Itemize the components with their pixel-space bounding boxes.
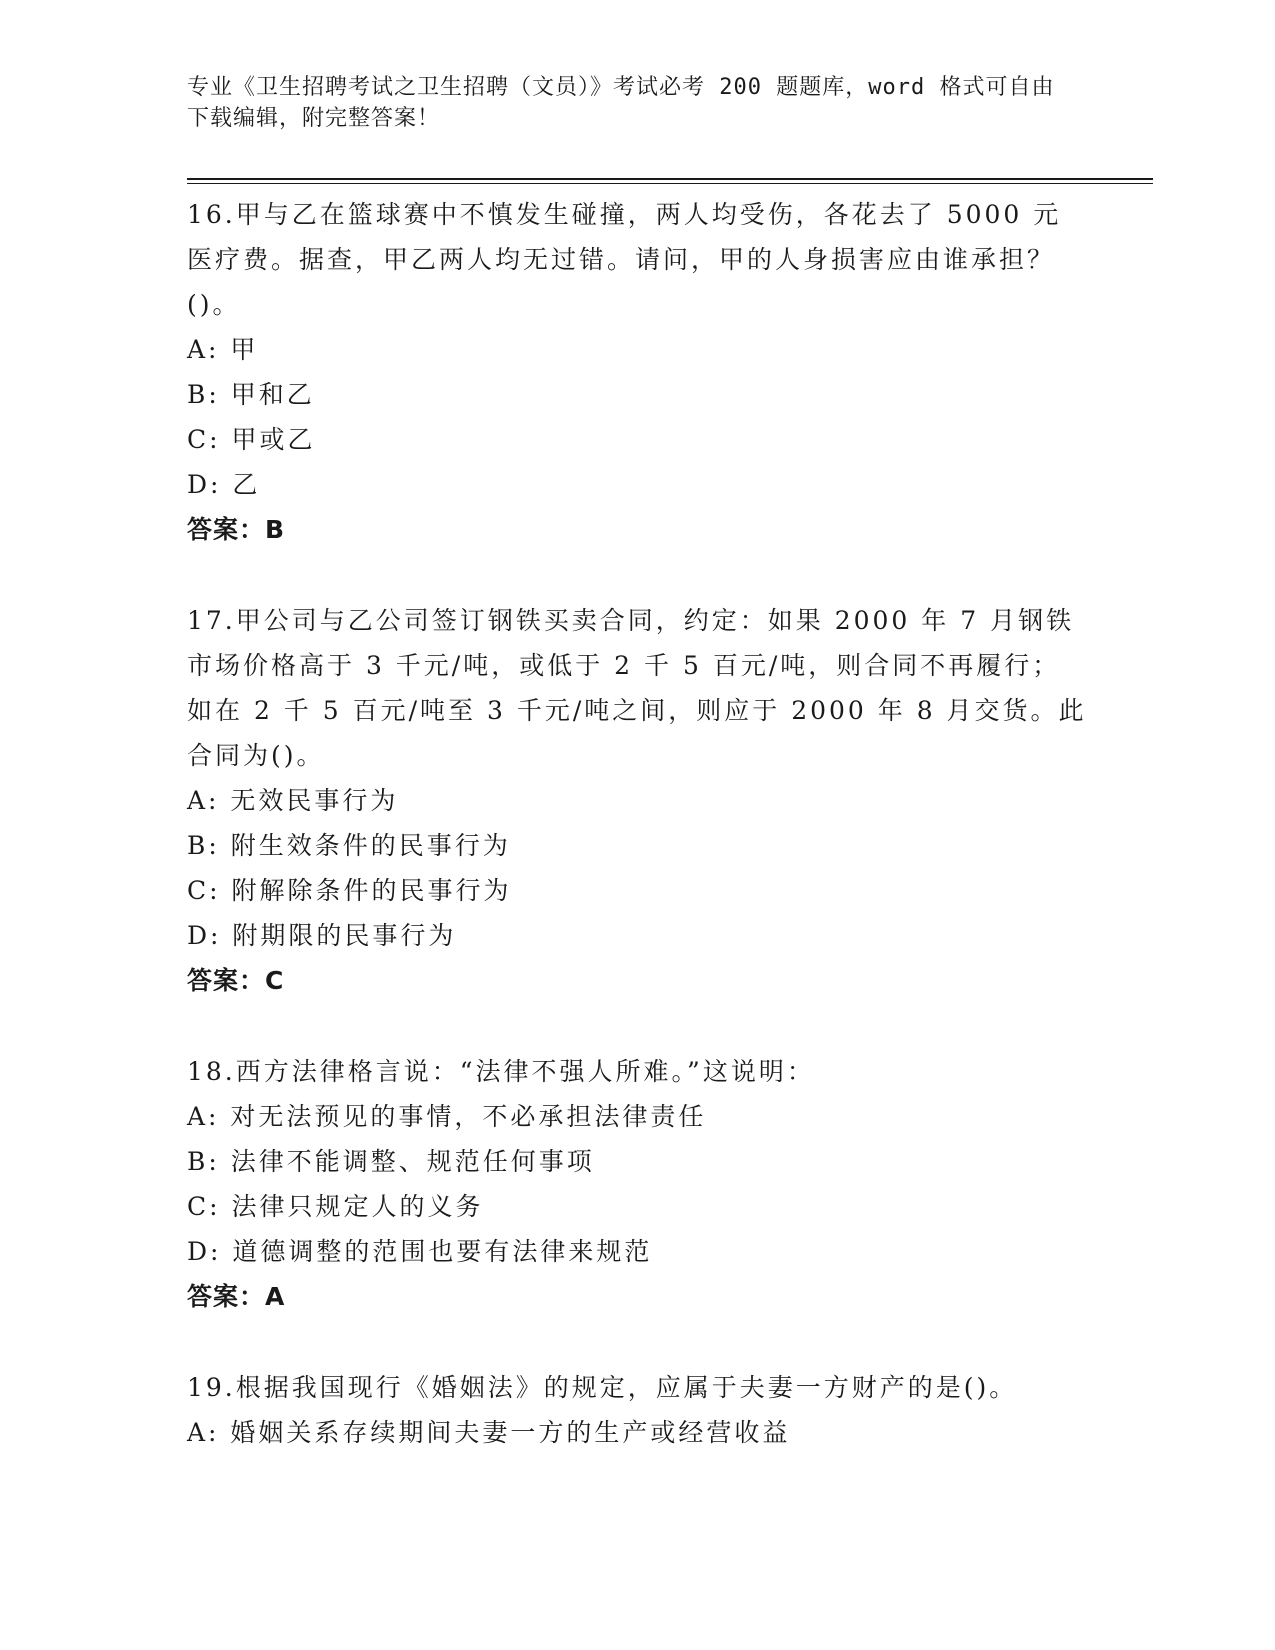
option-c: C: 甲或乙 [187,425,316,454]
option-b: B: 附生效条件的民事行为 [187,831,511,860]
question-text: 16.甲与乙在篮球赛中不慎发生碰撞，两人均受伤，各花去了 5000 元医疗费。据查，甲乙两人均无过错。请问，甲的人身损害应由谁承担？()。 [187,200,1062,319]
option-d: D: 附期限的民事行为 [187,921,457,950]
option-d: D: 乙 [187,470,261,499]
option-b: B: 甲和乙 [187,380,315,409]
header-rule-thin [187,183,1153,184]
option-c: C: 法律只规定人的义务 [187,1192,484,1221]
answer: 答案：A [187,1282,286,1311]
question-19 [187,1365,1087,1455]
answer: 答案：B [187,515,286,544]
question-18 [187,1049,1087,1320]
document-header: 专业《卫生招聘考试之卫生招聘（文员）》考试必考 200 题题库，word 格式可自由下载编辑，附完整答案！ [187,75,1055,131]
question-text: 18.西方法律格言说：“法律不强人所难。”这说明： [187,1057,815,1086]
option-b: B: 法律不能调整、规范任何事项 [187,1147,595,1176]
question-text: 17.甲公司与乙公司签订钢铁买卖合同，约定：如果 2000 年 7 月钢铁市场价格高于 3 千元/吨，或低于 2 千 5 百元/吨，则合同不再履行；如在 2 千 5 百元/吨至 3 千元/吨之间，则应于 2000 年 8 月交货。此合同为()。 [187,606,1087,770]
question-17 [187,598,1087,1004]
option-a: A: 对无法预见的事情，不必承担法律责任 [187,1102,707,1131]
option-a: A: 甲 [187,335,259,364]
question-text: 19.根据我国现行《婚姻法》的规定，应属于夫妻一方财产的是()。 [187,1373,1018,1402]
option-a: A: 无效民事行为 [187,786,399,815]
question-list [187,192,1087,1500]
option-d: D: 道德调整的范围也要有法律来规范 [187,1237,653,1266]
question-16 [187,192,1087,553]
option-a: A: 婚姻关系存续期间夫妻一方的生产或经营收益 [187,1418,791,1447]
option-c: C: 附解除条件的民事行为 [187,876,512,905]
header-rule-thick [187,178,1153,180]
answer: 答案：C [187,966,285,995]
